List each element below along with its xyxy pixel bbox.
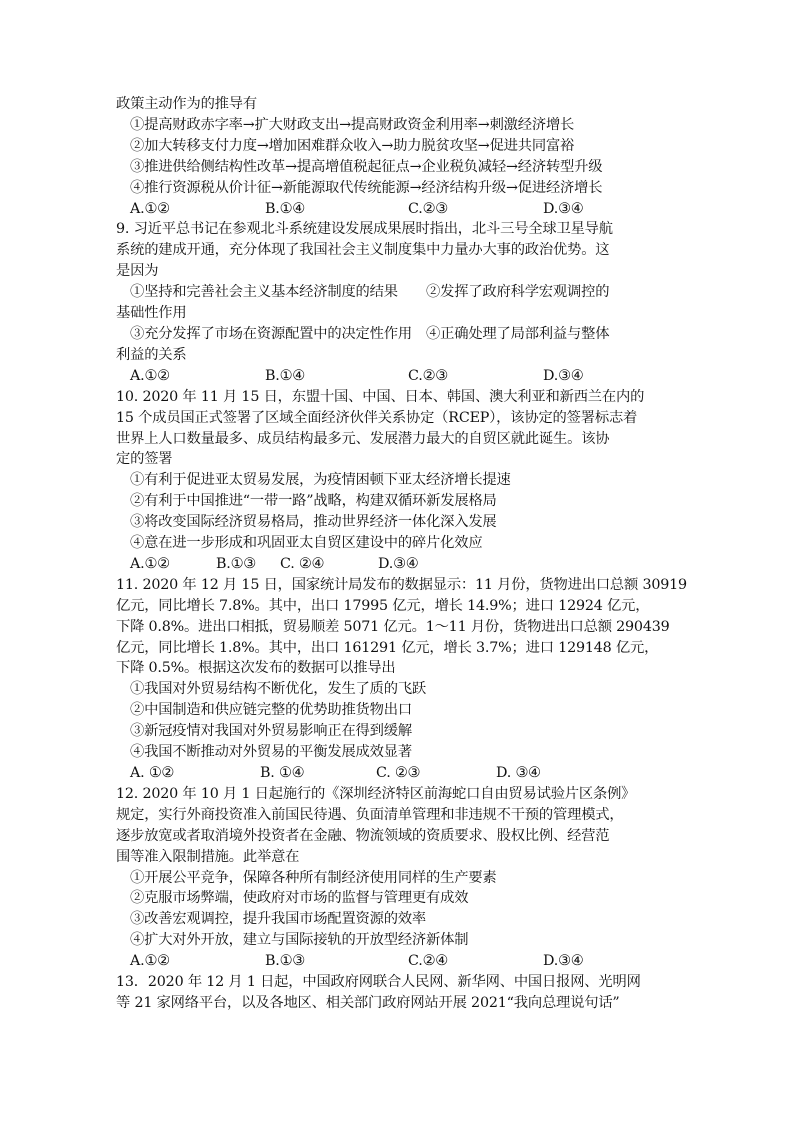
option-b: B.①④ (265, 367, 305, 384)
option-b: B.①③ (216, 555, 256, 572)
question-text: 9. 习近平总书记在参观北斗系统建设发展成果展时指出，北斗三号全球卫星导航 (116, 221, 613, 238)
choice-item: ①提高财政赤字率→扩大财政支出→提高财政资金利用率→刺激经济增长 (130, 116, 575, 133)
question-11 (116, 575, 687, 784)
option-a: A.①② (130, 953, 170, 970)
choice-item: ①坚持和完善社会主义基本经济制度的结果 ②发挥了政府科学宏观调控的 (130, 284, 610, 301)
choice-item: ④推行资源税从价计征→新能源取代传统能源→经济结构升级→促进经济增长 (130, 179, 603, 196)
exam-content (116, 94, 687, 1014)
answer-options (116, 199, 682, 220)
choice-item: ①有利于促进亚太贸易发展，为疫情困顿下亚太经济增长提速 (130, 472, 511, 489)
choice-item: ③改善宏观调控，提升我国市场配置资源的效率 (130, 911, 427, 928)
option-a: A.①② (130, 200, 170, 217)
answer-options (116, 763, 682, 784)
option-b: B.①④ (265, 200, 305, 217)
question-text: 规定，实行外商投资准入前国民待遇、负面清单管理和非违规不干预的管理模式， (116, 806, 624, 823)
question-text: 12. 2020 年 10 月 1 日起施行的《深圳经济特区前海蛇口自由贸易试验片区条例》 (116, 785, 636, 802)
choice-item: ②中国制造和供应链完整的优势助推货物出口 (130, 702, 412, 719)
choice-item: ③充分发挥了市场在资源配置中的决定性作用 ④正确处理了局部利益与整体 (130, 325, 610, 342)
question-13 (116, 972, 682, 1014)
answer-options (116, 366, 682, 387)
question-12 (116, 784, 682, 972)
question-text: 是因为 (116, 263, 159, 280)
question-text: 等 21 家网络平台，以及各地区、相关部门政府网站开展 2021“我向总理说句话” (116, 994, 620, 1011)
option-c: C. ②③ (376, 765, 421, 781)
choice-item: ④意在进一步形成和巩固亚太自贸区建设中的碎片化效应 (130, 535, 483, 552)
question-text: 逐步放宽或者取消境外投资者在金融、物流领域的资质要求、股权比例、经营范 (116, 827, 610, 844)
choice-item-wrap: 利益的关系 (116, 346, 187, 363)
choice-item: ①我国对外贸易结构不断优化，发生了质的飞跃 (130, 681, 427, 698)
option-d: D.③④ (543, 367, 584, 384)
option-a: A. ①② (130, 765, 175, 781)
choice-item: ②加大转移支付力度→增加困难群众收入→助力脱贫攻坚→促进共同富裕 (130, 137, 575, 154)
choice-item: ②克服市场弊端，使政府对市场的监督与管理更有成效 (130, 890, 469, 907)
question-text: 下降 0.8%。进出口相抵，贸易顺差 5071 亿元。1～11 月份，货物进出口总额 290439 (116, 618, 670, 635)
option-d: D.③④ (378, 555, 419, 572)
question-text: 定的签署 (116, 451, 173, 468)
question-10 (116, 387, 682, 575)
option-c: C.②④ (408, 953, 448, 970)
answer-options (116, 554, 682, 575)
option-a: A.①② (130, 367, 170, 384)
question-text: 亿元，同比增长 7.8%。其中，出口 17995 亿元，增长 14.9%；进口 12924 亿元， (116, 597, 650, 614)
option-c: C. ②④ (280, 555, 325, 572)
choice-item: ③新冠疫情对我国对外贸易影响正在得到缓解 (130, 723, 412, 740)
question-text: 世界上人口数量最多、成员结构最多元、发展潜力最大的自贸区就此诞生。该协 (116, 430, 610, 447)
choice-item: ①开展公平竞争，保障各种所有制经济使用同样的生产要素 (130, 869, 497, 886)
choice-item: ③推进供给侧结构性改革→提高增值税起征点→企业税负减轻→经济转型升级 (130, 158, 603, 175)
question-9 (116, 219, 682, 386)
option-c: C.②③ (408, 367, 448, 384)
question-8-continuation (116, 94, 682, 219)
option-c: C.②③ (408, 200, 448, 217)
question-text: 围等准入限制措施。此举意在 (116, 848, 300, 865)
option-a: A.①② (130, 555, 170, 572)
option-b: B.①③ (265, 953, 305, 970)
option-d: D.③④ (543, 200, 584, 217)
question-stem: 政策主动作为的推导有 (116, 96, 257, 112)
question-text: 13．2020 年 12 月 1 日起，中国政府网联合人民网、新华网、中国日报网、光明网 (116, 974, 641, 991)
option-d: D. ③④ (496, 765, 541, 781)
question-text: 15 个成员国正式签署了区域全面经济伙伴关系协定（RCEP），该协定的签署标志着 (116, 409, 638, 426)
choice-item-wrap: 基础性作用 (116, 305, 187, 322)
option-d: D.③④ (543, 953, 584, 970)
choice-item: ③将改变国际经济贸易格局，推动世界经济一体化深入发展 (130, 514, 497, 531)
option-b: B. ①④ (260, 765, 305, 781)
question-text: 下降 0.5%。根据这次发布的数据可以推导出 (116, 660, 396, 677)
question-text: 11. 2020 年 12 月 15 日，国家统计局发布的数据显示：11 月份，货物进出口总额 30919 (116, 576, 687, 593)
question-text: 亿元，同比增长 1.8%。其中，出口 161291 亿元，增长 3.7%；进口 129148 亿元， (116, 639, 659, 656)
choice-item: ④扩大对外开放，建立与国际接轨的开放型经济新体制 (130, 932, 469, 949)
choice-item: ④我国不断推动对外贸易的平衡发展成效显著 (130, 744, 412, 761)
choice-item: ②有利于中国推进“一带一路”战略，构建双循环新发展格局 (130, 493, 497, 510)
question-text: 系统的建成开通，充分体现了我国社会主义制度集中力量办大事的政治优势。这 (116, 242, 610, 259)
answer-options (116, 951, 682, 972)
question-text: 10. 2020 年 11 月 15 日，东盟十国、中国、日本、韩国、澳大利亚和新西兰在内的 (116, 388, 645, 405)
